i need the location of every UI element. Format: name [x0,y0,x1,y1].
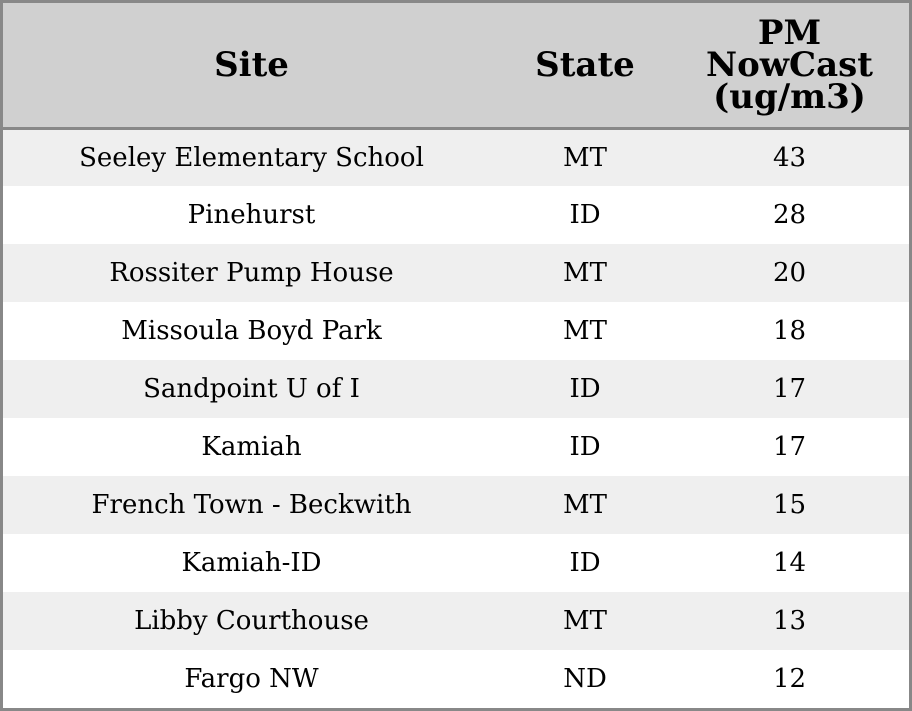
cell-state: ID [569,200,601,230]
cell-site: Seeley Elementary School [79,142,424,173]
table-row [3,360,909,418]
cell-pm-nowcast: 17 [772,374,807,404]
pm-nowcast-table [3,3,909,708]
cell-pm-nowcast: 14 [772,548,807,578]
table-body [3,128,909,708]
cell-site: Kamiah [201,432,302,462]
cell-pm-nowcast: 18 [772,316,807,346]
cell-site: Rossiter Pump House [109,258,394,288]
cell-pm-nowcast: 43 [772,142,807,173]
column-header-pm-nowcast [670,3,909,128]
cell-site: Missoula Boyd Park [121,316,382,346]
table-row [3,592,909,650]
table-row [3,302,909,360]
cell-state: MT [563,258,607,288]
cell-state: ID [569,548,601,578]
cell-state: ID [569,374,601,404]
cell-state: MT [563,490,607,520]
cell-pm-nowcast: 15 [772,490,807,520]
cell-state: MT [563,606,607,636]
cell-pm-nowcast: 12 [772,664,807,694]
pm-header-line-2: NowCast [706,44,873,85]
cell-state: ND [563,664,607,694]
cell-site: Kamiah-ID [181,548,322,578]
table-row [3,476,909,534]
cell-site: Libby Courthouse [134,606,369,636]
cell-pm-nowcast: 13 [772,606,807,636]
pm-header-line-3: (ug/m3) [713,76,866,117]
table-row [3,128,909,186]
cell-site: Fargo NW [184,664,319,694]
pm-header-line-1: PM [757,12,822,53]
table-row [3,534,909,592]
table-header [3,3,909,128]
column-header-site: Site [3,3,500,128]
cell-state: MT [563,142,607,173]
cell-pm-nowcast: 28 [772,200,807,230]
cell-site: Pinehurst [187,200,316,230]
cell-pm-nowcast: 20 [772,258,807,288]
table-row [3,418,909,476]
table-row [3,650,909,708]
header-row [3,3,909,128]
cell-site: Sandpoint U of I [143,374,360,404]
table-row [3,244,909,302]
cell-state: MT [563,316,607,346]
pm-nowcast-header-text [706,12,873,117]
table-row [3,186,909,244]
column-header-state: State [500,3,670,128]
cell-pm-nowcast: 17 [772,432,807,462]
cell-state: ID [569,432,601,462]
cell-site: French Town - Beckwith [91,490,412,520]
